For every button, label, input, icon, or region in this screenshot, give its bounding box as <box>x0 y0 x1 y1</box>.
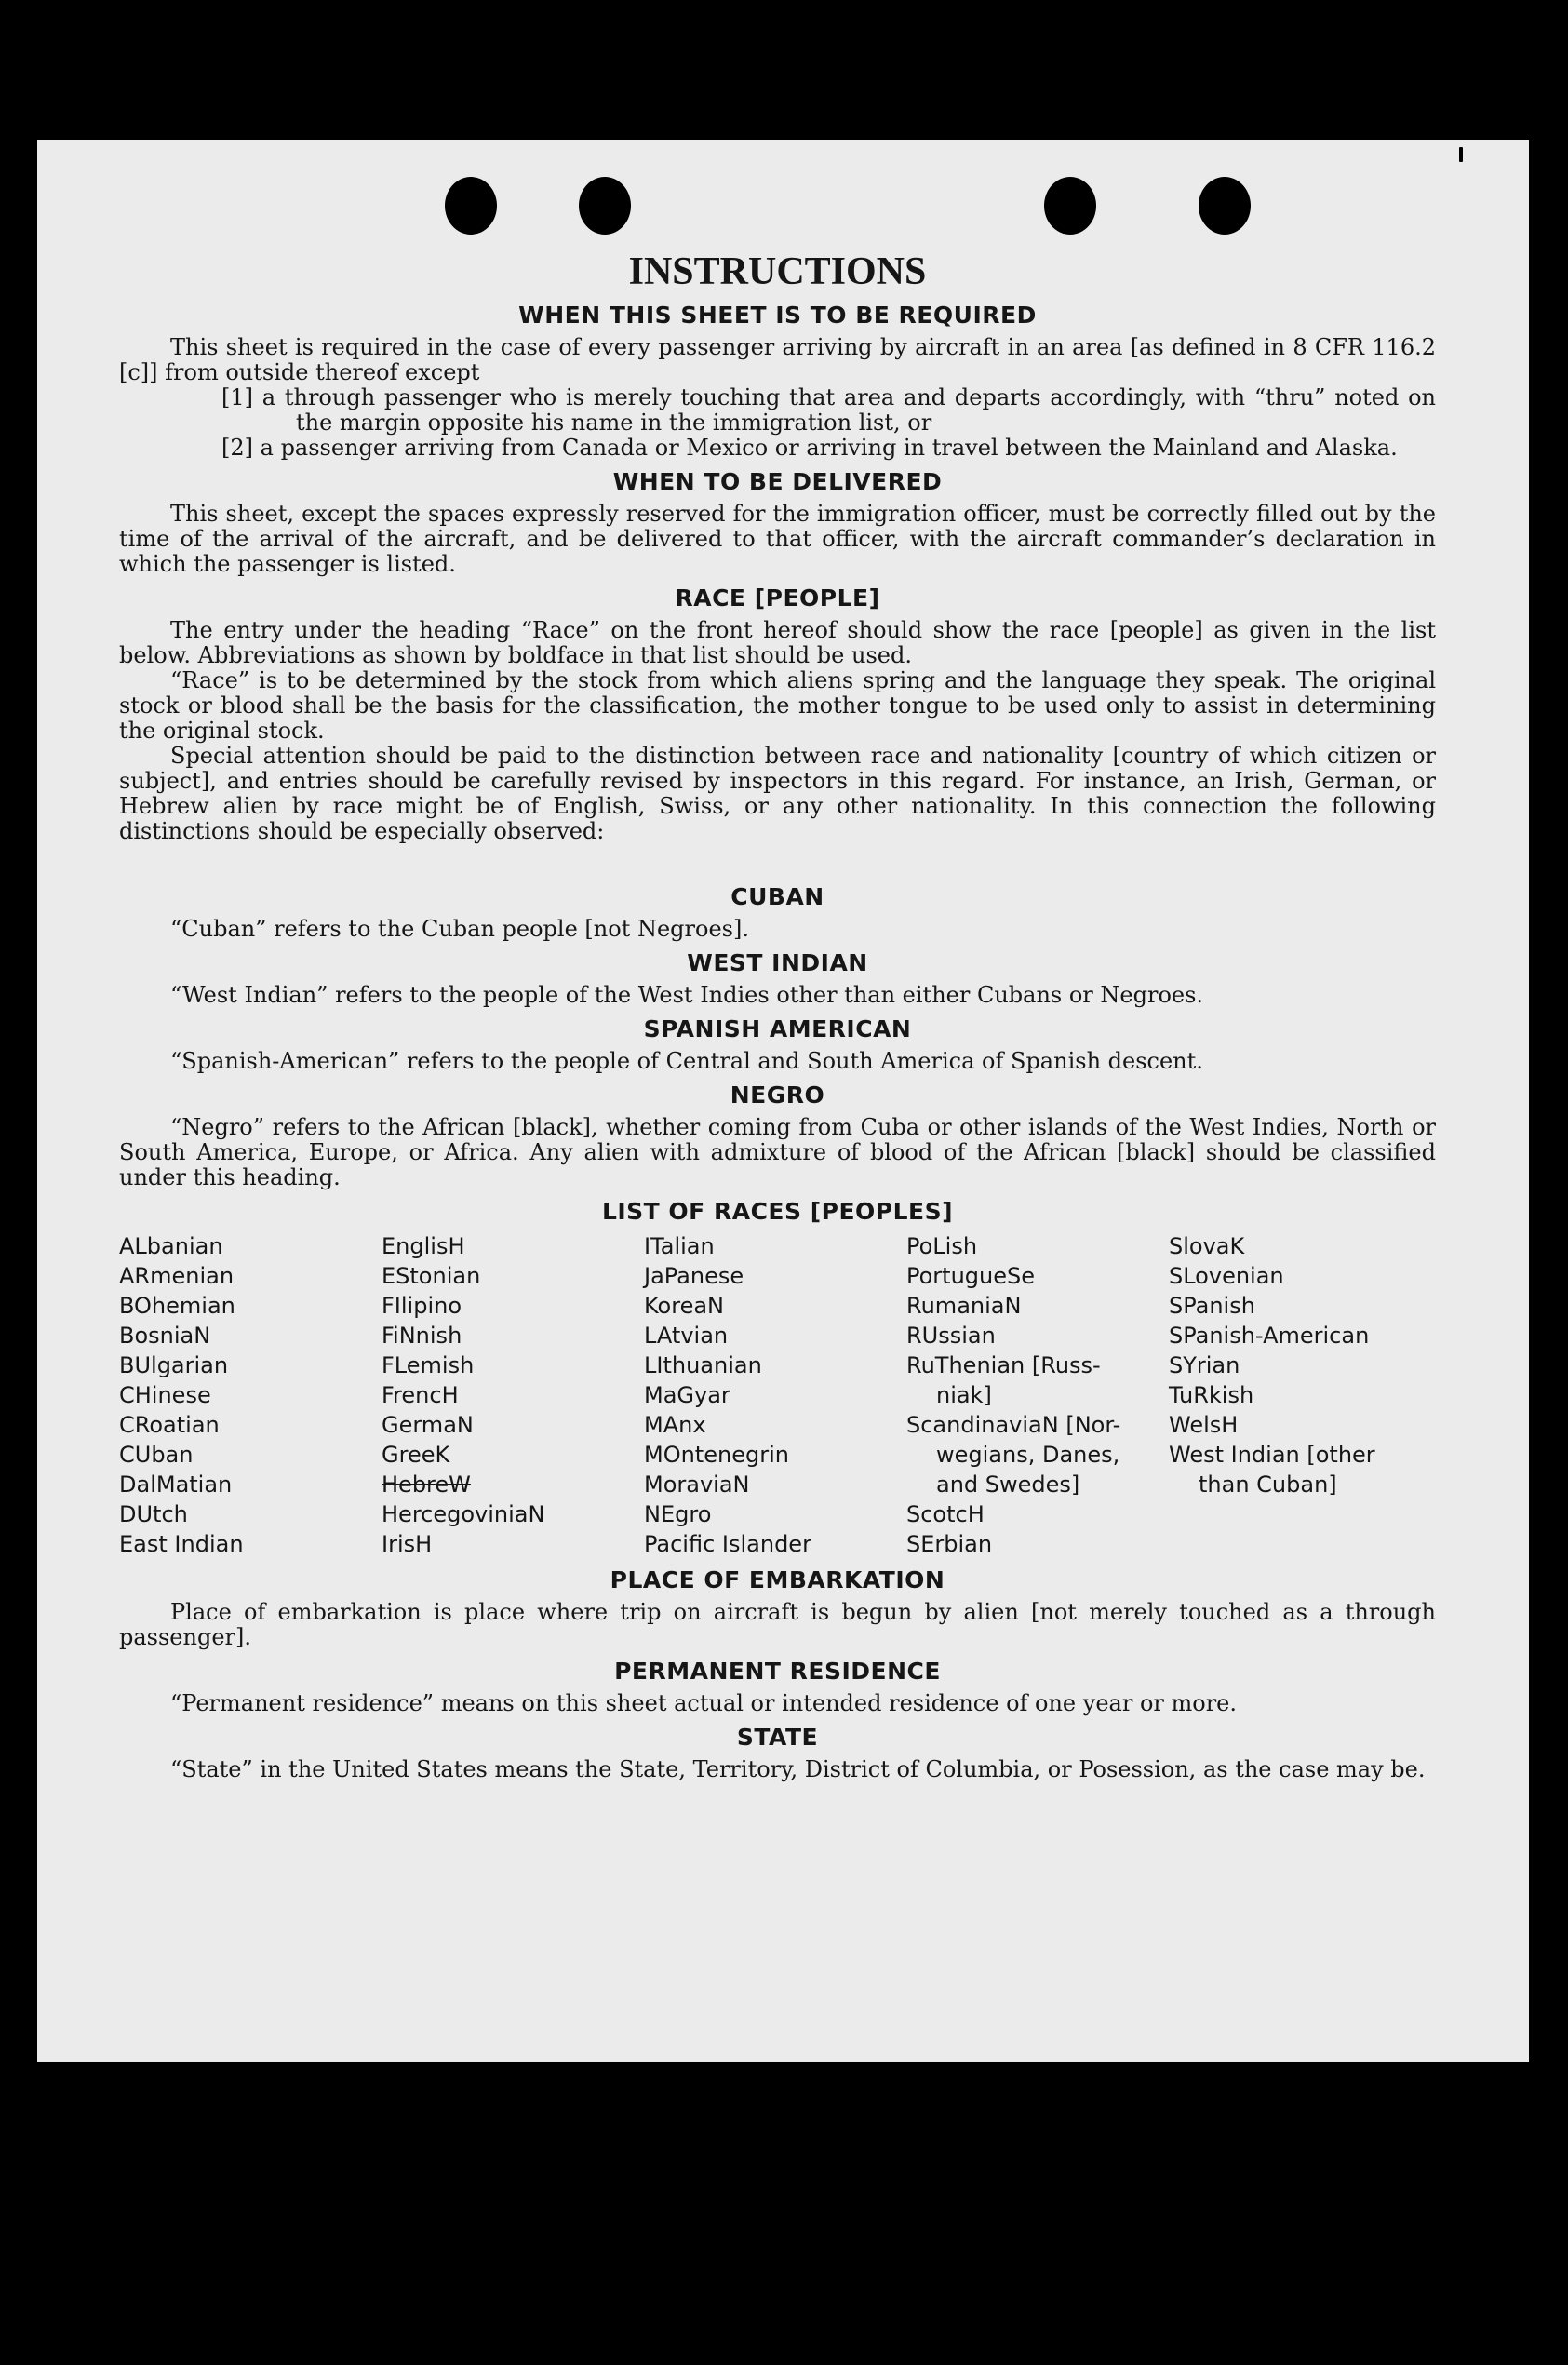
section-heading-negro: NEGRO <box>730 1082 825 1109</box>
race-item: EStonian <box>382 1263 481 1289</box>
embarkation-text: Place of embarkation is place where trip on aircraft is begun by alien [not merely touched as a through passenger]. <box>119 1599 1436 1650</box>
races-column-4 <box>906 1231 1169 1559</box>
race-item: EnglisH <box>382 1233 465 1259</box>
race-item: BOhemian <box>119 1293 235 1319</box>
race-item: HercegoviniaN <box>382 1501 545 1527</box>
delivered-text: This sheet, except the spaces expressly reserved for the immigration officer, must be correctly filled out by the time of the arrival of the aircraft, and be delivered to that officer, with the aircraft commander’s declaration in which the passenger is listed. <box>119 501 1436 577</box>
race-item: FiNnish <box>382 1323 462 1349</box>
race-item: CRoatian <box>119 1412 220 1438</box>
scan-mark <box>1459 147 1463 162</box>
punch-hole <box>579 177 631 235</box>
section-heading-state: STATE <box>736 1724 819 1751</box>
race-item: FrencH <box>382 1382 459 1408</box>
race-item: RuThenian [Russ- <box>906 1352 1101 1378</box>
race-item: GermaN <box>382 1412 474 1438</box>
section-heading-spanish-american: SPANISH AMERICAN <box>643 1015 912 1042</box>
race-item: SErbian <box>906 1531 993 1557</box>
race-item: ARmenian <box>119 1263 235 1289</box>
race-item: BUlgarian <box>119 1352 229 1378</box>
race-item: MAnx <box>644 1412 706 1438</box>
race-item: SlovaK <box>1169 1233 1245 1259</box>
punch-hole <box>1199 177 1251 235</box>
race-item: WelsH <box>1169 1412 1239 1438</box>
race-item: JaPanese <box>644 1263 744 1289</box>
race-item: SPanish-American <box>1169 1323 1370 1349</box>
section-heading-list-of-races: LIST OF RACES [PEOPLES] <box>601 1198 954 1225</box>
races-column-1 <box>119 1231 382 1559</box>
race-item: SLovenian <box>1169 1263 1284 1289</box>
race-item: TuRkish <box>1169 1382 1254 1408</box>
race-item: FIlipino <box>382 1293 462 1319</box>
race-item: ALbanian <box>119 1233 223 1259</box>
section-heading-residence: PERMANENT RESIDENCE <box>614 1658 941 1685</box>
race-item: LIthuanian <box>644 1352 762 1378</box>
punch-hole <box>445 177 497 235</box>
race-item: MaGyar <box>644 1382 730 1408</box>
race-paragraph-2: “Race” is to be determined by the stock from which aliens spring and the language they speak. The original stock or blood shall be the basis for the classification, the mother tongue to be used only to assist in determining the original stock. <box>119 667 1436 744</box>
race-item: DalMatian <box>119 1471 233 1498</box>
exception-1: [1] a through passenger who is merely touching that area and departs accordingly, with “thru” noted on the margin opposite his name in the immigration list, or <box>221 384 1436 436</box>
residence-text: “Permanent residence” means on this sheet actual or intended residence of one year or more. <box>170 1690 1237 1716</box>
race-item: MoraviaN <box>644 1471 750 1498</box>
race-item: FLemish <box>382 1352 475 1378</box>
section-heading-cuban: CUBAN <box>730 883 824 910</box>
page-title: INSTRUCTIONS <box>628 250 927 293</box>
race-item: Pacific Islander <box>644 1531 811 1557</box>
state-text: “State” in the United States means the State, Territory, District of Columbia, or Posession, as the case may be. <box>170 1756 1426 1782</box>
section-heading-west-indian: WEST INDIAN <box>687 949 868 976</box>
race-item-continued: and Swedes] <box>936 1471 1080 1498</box>
race-item-continued: niak] <box>936 1382 992 1408</box>
race-item: ITalian <box>644 1233 715 1259</box>
negro-text: “Negro” refers to the African [black], whether coming from Cuba or other islands of the West Indies, North or South America, Europe, or Africa. Any alien with admixture of blood of the African [black] should be classified under this heading. <box>119 1114 1436 1190</box>
race-paragraph-1: The entry under the heading “Race” on the front hereof should show the race [people] as given in the list below. Abbreviations as shown by boldface in that list should be used. <box>119 617 1436 668</box>
race-item: ScotcH <box>906 1501 985 1527</box>
race-item: SPanish <box>1169 1293 1255 1319</box>
race-item: DUtch <box>119 1501 188 1527</box>
section-heading-delivered: WHEN TO BE DELIVERED <box>612 468 943 495</box>
instruction-sheet <box>37 140 1529 2062</box>
race-item: RUssian <box>906 1323 996 1349</box>
required-intro: This sheet is required in the case of every passenger arriving by aircraft in an area [as defined in 8 CFR 116.2 [c]] from outside thereof except <box>119 334 1436 385</box>
race-item: KoreaN <box>644 1293 724 1319</box>
race-item: NEgro <box>644 1501 712 1527</box>
race-item: SYrian <box>1169 1352 1240 1378</box>
section-heading-embarkation: PLACE OF EMBARKATION <box>610 1566 945 1593</box>
race-item: BosniaN <box>119 1323 211 1349</box>
races-column-3 <box>644 1231 906 1559</box>
race-item: ScandinaviaN [Nor- <box>906 1412 1121 1438</box>
race-paragraph-3: Special attention should be paid to the distinction between race and nationality [country of which citizen or subject], and entries should be carefully revised by inspectors in this regard. For instance, an Irish, German, or Hebrew alien by race might be of English, Swiss, or any other nationality. In this connection the following distinctions should be especially observed: <box>119 743 1436 844</box>
race-item: IrisH <box>382 1531 433 1557</box>
punch-hole <box>1044 177 1096 235</box>
race-item-continued: wegians, Danes, <box>936 1442 1120 1468</box>
cuban-text: “Cuban” refers to the Cuban people [not Negroes]. <box>170 916 749 942</box>
races-column-5 <box>1169 1231 1431 1559</box>
race-item: CUban <box>119 1442 194 1468</box>
race-item: CHinese <box>119 1382 211 1408</box>
section-heading-required: WHEN THIS SHEET IS TO BE REQUIRED <box>518 302 1037 329</box>
race-item: LAtvian <box>644 1323 729 1349</box>
race-item: PoLish <box>906 1233 978 1259</box>
race-item: West Indian [other <box>1169 1442 1375 1468</box>
race-item: East Indian <box>119 1531 244 1557</box>
section-heading-race: RACE [PEOPLE] <box>675 585 880 611</box>
scan-mark <box>709 28 712 52</box>
west-indian-text: “West Indian” refers to the people of the West Indies other than either Cubans or Negroes. <box>170 982 1204 1008</box>
exception-2: [2] a passenger arriving from Canada or Mexico or arriving in travel between the Mainland and Alaska. <box>221 435 1398 461</box>
race-item-continued: than Cuban] <box>1199 1471 1337 1498</box>
races-list <box>119 1231 1436 1559</box>
race-item: RumaniaN <box>906 1293 1022 1319</box>
race-item-struck-out: HebreW <box>382 1471 471 1498</box>
races-column-2 <box>382 1231 644 1559</box>
race-item: PortugueSe <box>906 1263 1035 1289</box>
race-item: MOntenegrin <box>644 1442 789 1468</box>
race-item: GreeK <box>382 1442 450 1468</box>
spanish-american-text: “Spanish-American” refers to the people of Central and South America of Spanish descent. <box>170 1048 1203 1074</box>
